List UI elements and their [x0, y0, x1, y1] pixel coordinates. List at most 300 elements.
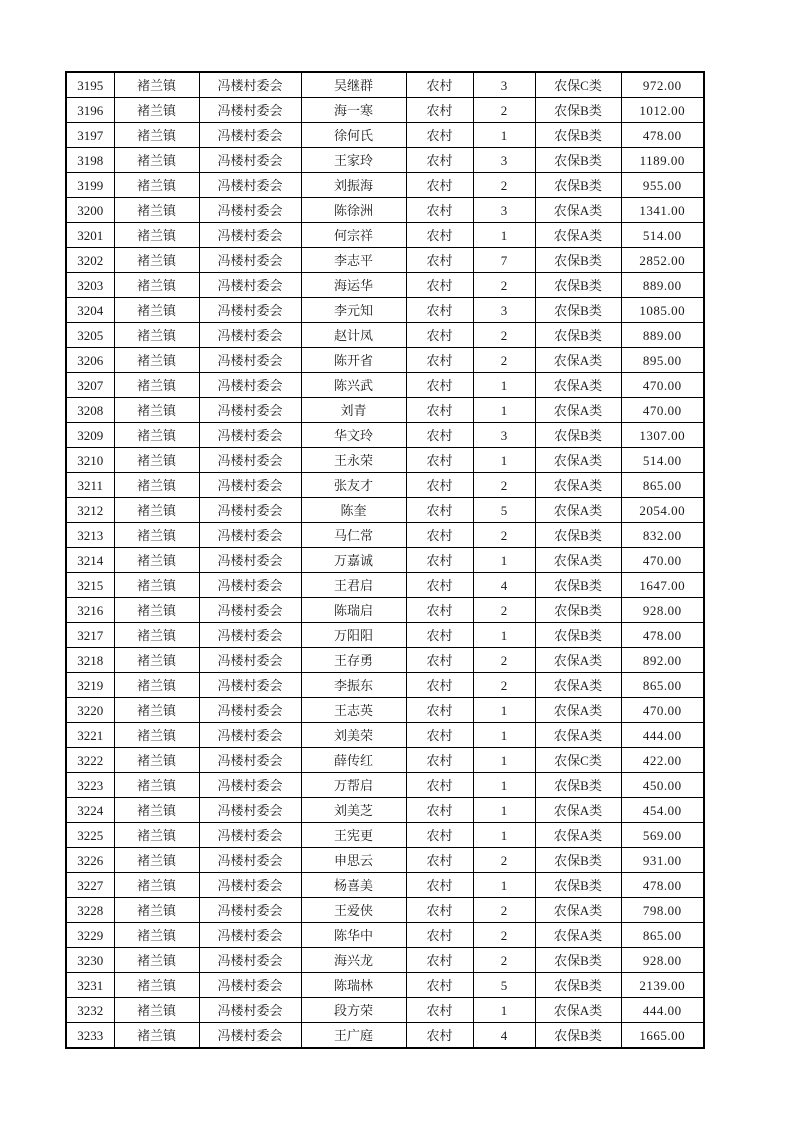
cell-residence-type: 农村 [406, 398, 473, 423]
cell-amount: 2054.00 [621, 498, 704, 523]
cell-village-committee: 冯楼村委会 [199, 573, 301, 598]
cell-amount: 832.00 [621, 523, 704, 548]
cell-insurance-category: 农保B类 [535, 573, 621, 598]
cell-amount: 2139.00 [621, 973, 704, 998]
cell-household-count: 1 [473, 548, 535, 573]
cell-household-count: 1 [473, 823, 535, 848]
cell-serial-no: 3228 [66, 898, 114, 923]
cell-town: 褚兰镇 [114, 98, 199, 123]
cell-town: 褚兰镇 [114, 973, 199, 998]
cell-village-committee: 冯楼村委会 [199, 673, 301, 698]
cell-town: 褚兰镇 [114, 773, 199, 798]
cell-village-committee: 冯楼村委会 [199, 998, 301, 1023]
cell-village-committee: 冯楼村委会 [199, 423, 301, 448]
cell-serial-no: 3204 [66, 298, 114, 323]
cell-serial-no: 3230 [66, 948, 114, 973]
cell-insurance-category: 农保B类 [535, 173, 621, 198]
cell-amount: 478.00 [621, 873, 704, 898]
cell-village-committee: 冯楼村委会 [199, 248, 301, 273]
cell-town: 褚兰镇 [114, 323, 199, 348]
table-row [66, 873, 704, 898]
cell-serial-no: 3223 [66, 773, 114, 798]
cell-person-name: 吴继群 [301, 72, 406, 98]
cell-residence-type: 农村 [406, 948, 473, 973]
cell-residence-type: 农村 [406, 248, 473, 273]
cell-residence-type: 农村 [406, 898, 473, 923]
cell-person-name: 华文玲 [301, 423, 406, 448]
cell-town: 褚兰镇 [114, 448, 199, 473]
cell-serial-no: 3200 [66, 198, 114, 223]
cell-town: 褚兰镇 [114, 223, 199, 248]
table-row [66, 723, 704, 748]
cell-insurance-category: 农保A类 [535, 198, 621, 223]
cell-insurance-category: 农保A类 [535, 823, 621, 848]
cell-amount: 1189.00 [621, 148, 704, 173]
cell-town: 褚兰镇 [114, 473, 199, 498]
cell-household-count: 2 [473, 173, 535, 198]
cell-serial-no: 3199 [66, 173, 114, 198]
cell-person-name: 海一寒 [301, 98, 406, 123]
table-row [66, 173, 704, 198]
table-row [66, 248, 704, 273]
cell-person-name: 王永荣 [301, 448, 406, 473]
cell-serial-no: 3227 [66, 873, 114, 898]
cell-insurance-category: 农保A类 [535, 673, 621, 698]
cell-insurance-category: 农保A类 [535, 498, 621, 523]
cell-amount: 514.00 [621, 223, 704, 248]
cell-amount: 422.00 [621, 748, 704, 773]
cell-person-name: 赵计凤 [301, 323, 406, 348]
cell-residence-type: 农村 [406, 98, 473, 123]
table-row [66, 673, 704, 698]
cell-residence-type: 农村 [406, 523, 473, 548]
cell-village-committee: 冯楼村委会 [199, 798, 301, 823]
table-row [66, 748, 704, 773]
cell-insurance-category: 农保B类 [535, 273, 621, 298]
table-row [66, 498, 704, 523]
cell-person-name: 李志平 [301, 248, 406, 273]
cell-serial-no: 3212 [66, 498, 114, 523]
cell-village-committee: 冯楼村委会 [199, 98, 301, 123]
cell-insurance-category: 农保A类 [535, 223, 621, 248]
cell-household-count: 2 [473, 598, 535, 623]
table-row [66, 998, 704, 1023]
cell-person-name: 陈华中 [301, 923, 406, 948]
cell-village-committee: 冯楼村委会 [199, 373, 301, 398]
table-row [66, 698, 704, 723]
cell-residence-type: 农村 [406, 573, 473, 598]
cell-town: 褚兰镇 [114, 698, 199, 723]
cell-insurance-category: 农保C类 [535, 748, 621, 773]
cell-residence-type: 农村 [406, 723, 473, 748]
cell-village-committee: 冯楼村委会 [199, 873, 301, 898]
cell-residence-type: 农村 [406, 748, 473, 773]
cell-insurance-category: 农保B类 [535, 148, 621, 173]
cell-household-count: 3 [473, 72, 535, 98]
cell-serial-no: 3206 [66, 348, 114, 373]
cell-village-committee: 冯楼村委会 [199, 548, 301, 573]
cell-amount: 889.00 [621, 273, 704, 298]
cell-insurance-category: 农保A类 [535, 723, 621, 748]
cell-village-committee: 冯楼村委会 [199, 698, 301, 723]
table-row [66, 573, 704, 598]
cell-person-name: 王君启 [301, 573, 406, 598]
beneficiary-table [65, 71, 705, 1049]
cell-town: 褚兰镇 [114, 873, 199, 898]
cell-household-count: 7 [473, 248, 535, 273]
cell-town: 褚兰镇 [114, 498, 199, 523]
cell-insurance-category: 农保A类 [535, 373, 621, 398]
cell-serial-no: 3209 [66, 423, 114, 448]
cell-amount: 798.00 [621, 898, 704, 923]
table-row [66, 348, 704, 373]
cell-person-name: 申思云 [301, 848, 406, 873]
cell-residence-type: 农村 [406, 123, 473, 148]
cell-serial-no: 3232 [66, 998, 114, 1023]
cell-residence-type: 农村 [406, 923, 473, 948]
cell-insurance-category: 农保C类 [535, 72, 621, 98]
cell-village-committee: 冯楼村委会 [199, 973, 301, 998]
cell-household-count: 1 [473, 698, 535, 723]
cell-person-name: 王爱侠 [301, 898, 406, 923]
table-row [66, 848, 704, 873]
table-row [66, 323, 704, 348]
cell-household-count: 2 [473, 348, 535, 373]
cell-serial-no: 3195 [66, 72, 114, 98]
table-row [66, 648, 704, 673]
table-row [66, 773, 704, 798]
cell-town: 褚兰镇 [114, 273, 199, 298]
cell-town: 褚兰镇 [114, 723, 199, 748]
cell-residence-type: 农村 [406, 773, 473, 798]
cell-insurance-category: 农保A类 [535, 648, 621, 673]
cell-residence-type: 农村 [406, 623, 473, 648]
cell-insurance-category: 农保A类 [535, 548, 621, 573]
cell-town: 褚兰镇 [114, 248, 199, 273]
cell-town: 褚兰镇 [114, 573, 199, 598]
cell-household-count: 1 [473, 448, 535, 473]
cell-village-committee: 冯楼村委会 [199, 1023, 301, 1049]
cell-serial-no: 3205 [66, 323, 114, 348]
cell-insurance-category: 农保A类 [535, 473, 621, 498]
cell-household-count: 3 [473, 298, 535, 323]
cell-serial-no: 3201 [66, 223, 114, 248]
cell-amount: 865.00 [621, 673, 704, 698]
cell-insurance-category: 农保B类 [535, 773, 621, 798]
cell-town: 褚兰镇 [114, 623, 199, 648]
cell-residence-type: 农村 [406, 173, 473, 198]
cell-village-committee: 冯楼村委会 [199, 948, 301, 973]
cell-person-name: 王存勇 [301, 648, 406, 673]
cell-town: 褚兰镇 [114, 748, 199, 773]
cell-amount: 1647.00 [621, 573, 704, 598]
cell-amount: 470.00 [621, 698, 704, 723]
cell-residence-type: 农村 [406, 298, 473, 323]
table-row [66, 973, 704, 998]
cell-town: 褚兰镇 [114, 1023, 199, 1049]
cell-household-count: 2 [473, 673, 535, 698]
cell-person-name: 陈兴武 [301, 373, 406, 398]
cell-village-committee: 冯楼村委会 [199, 498, 301, 523]
cell-residence-type: 农村 [406, 598, 473, 623]
cell-household-count: 3 [473, 198, 535, 223]
cell-residence-type: 农村 [406, 673, 473, 698]
cell-household-count: 5 [473, 973, 535, 998]
cell-residence-type: 农村 [406, 998, 473, 1023]
cell-person-name: 陈开省 [301, 348, 406, 373]
cell-village-committee: 冯楼村委会 [199, 173, 301, 198]
cell-village-committee: 冯楼村委会 [199, 198, 301, 223]
cell-person-name: 刘美芝 [301, 798, 406, 823]
cell-town: 褚兰镇 [114, 373, 199, 398]
cell-insurance-category: 农保B类 [535, 623, 621, 648]
cell-household-count: 5 [473, 498, 535, 523]
cell-person-name: 陈徐洲 [301, 198, 406, 223]
table-row [66, 223, 704, 248]
cell-serial-no: 3197 [66, 123, 114, 148]
cell-town: 褚兰镇 [114, 673, 199, 698]
cell-village-committee: 冯楼村委会 [199, 898, 301, 923]
cell-amount: 955.00 [621, 173, 704, 198]
table-row [66, 523, 704, 548]
cell-residence-type: 农村 [406, 548, 473, 573]
table-row [66, 623, 704, 648]
cell-household-count: 1 [473, 723, 535, 748]
cell-household-count: 1 [473, 748, 535, 773]
cell-person-name: 徐何氏 [301, 123, 406, 148]
cell-residence-type: 农村 [406, 448, 473, 473]
cell-household-count: 2 [473, 323, 535, 348]
cell-village-committee: 冯楼村委会 [199, 72, 301, 98]
cell-household-count: 4 [473, 1023, 535, 1049]
cell-amount: 972.00 [621, 72, 704, 98]
cell-serial-no: 3233 [66, 1023, 114, 1049]
cell-household-count: 2 [473, 98, 535, 123]
cell-insurance-category: 农保A类 [535, 698, 621, 723]
cell-household-count: 1 [473, 373, 535, 398]
cell-amount: 514.00 [621, 448, 704, 473]
cell-town: 褚兰镇 [114, 923, 199, 948]
cell-household-count: 3 [473, 423, 535, 448]
cell-person-name: 杨喜美 [301, 873, 406, 898]
cell-household-count: 2 [473, 473, 535, 498]
cell-residence-type: 农村 [406, 973, 473, 998]
cell-residence-type: 农村 [406, 873, 473, 898]
cell-amount: 478.00 [621, 623, 704, 648]
cell-person-name: 刘振海 [301, 173, 406, 198]
cell-residence-type: 农村 [406, 273, 473, 298]
cell-village-committee: 冯楼村委会 [199, 523, 301, 548]
cell-serial-no: 3202 [66, 248, 114, 273]
cell-amount: 892.00 [621, 648, 704, 673]
cell-person-name: 陈奎 [301, 498, 406, 523]
cell-village-committee: 冯楼村委会 [199, 648, 301, 673]
cell-amount: 1665.00 [621, 1023, 704, 1049]
cell-amount: 470.00 [621, 548, 704, 573]
cell-serial-no: 3222 [66, 748, 114, 773]
cell-person-name: 陈瑞启 [301, 598, 406, 623]
cell-person-name: 万阳阳 [301, 623, 406, 648]
cell-serial-no: 3214 [66, 548, 114, 573]
table-row [66, 148, 704, 173]
cell-amount: 444.00 [621, 998, 704, 1023]
cell-village-committee: 冯楼村委会 [199, 298, 301, 323]
cell-household-count: 2 [473, 648, 535, 673]
cell-person-name: 何宗祥 [301, 223, 406, 248]
cell-insurance-category: 农保B类 [535, 98, 621, 123]
cell-town: 褚兰镇 [114, 123, 199, 148]
cell-town: 褚兰镇 [114, 398, 199, 423]
cell-insurance-category: 农保B类 [535, 948, 621, 973]
table-row [66, 398, 704, 423]
cell-household-count: 3 [473, 148, 535, 173]
cell-serial-no: 3217 [66, 623, 114, 648]
cell-insurance-category: 农保B类 [535, 973, 621, 998]
table-row [66, 948, 704, 973]
cell-household-count: 1 [473, 773, 535, 798]
cell-amount: 470.00 [621, 373, 704, 398]
cell-person-name: 薛传红 [301, 748, 406, 773]
cell-town: 褚兰镇 [114, 423, 199, 448]
cell-household-count: 2 [473, 273, 535, 298]
cell-person-name: 王家玲 [301, 148, 406, 173]
cell-household-count: 1 [473, 798, 535, 823]
cell-village-committee: 冯楼村委会 [199, 723, 301, 748]
cell-residence-type: 农村 [406, 498, 473, 523]
cell-household-count: 2 [473, 923, 535, 948]
cell-person-name: 马仁常 [301, 523, 406, 548]
cell-town: 褚兰镇 [114, 648, 199, 673]
cell-amount: 865.00 [621, 923, 704, 948]
cell-insurance-category: 农保B类 [535, 298, 621, 323]
cell-insurance-category: 农保B类 [535, 323, 621, 348]
cell-village-committee: 冯楼村委会 [199, 848, 301, 873]
cell-village-committee: 冯楼村委会 [199, 273, 301, 298]
cell-insurance-category: 农保B类 [535, 873, 621, 898]
cell-person-name: 陈瑞林 [301, 973, 406, 998]
cell-serial-no: 3196 [66, 98, 114, 123]
cell-residence-type: 农村 [406, 223, 473, 248]
cell-town: 褚兰镇 [114, 72, 199, 98]
table-row [66, 72, 704, 98]
table-row [66, 798, 704, 823]
cell-village-committee: 冯楼村委会 [199, 773, 301, 798]
cell-village-committee: 冯楼村委会 [199, 748, 301, 773]
cell-residence-type: 农村 [406, 798, 473, 823]
cell-serial-no: 3198 [66, 148, 114, 173]
cell-village-committee: 冯楼村委会 [199, 823, 301, 848]
cell-amount: 889.00 [621, 323, 704, 348]
cell-person-name: 李振东 [301, 673, 406, 698]
cell-residence-type: 农村 [406, 823, 473, 848]
cell-amount: 931.00 [621, 848, 704, 873]
cell-person-name: 万嘉诚 [301, 548, 406, 573]
cell-amount: 865.00 [621, 473, 704, 498]
cell-insurance-category: 农保B类 [535, 523, 621, 548]
cell-town: 褚兰镇 [114, 823, 199, 848]
cell-person-name: 刘青 [301, 398, 406, 423]
cell-amount: 2852.00 [621, 248, 704, 273]
cell-serial-no: 3231 [66, 973, 114, 998]
cell-insurance-category: 农保B类 [535, 598, 621, 623]
table-row [66, 448, 704, 473]
cell-insurance-category: 农保B类 [535, 248, 621, 273]
cell-insurance-category: 农保A类 [535, 348, 621, 373]
cell-person-name: 海运华 [301, 273, 406, 298]
cell-residence-type: 农村 [406, 373, 473, 398]
cell-amount: 444.00 [621, 723, 704, 748]
cell-household-count: 1 [473, 873, 535, 898]
table-row [66, 98, 704, 123]
cell-serial-no: 3224 [66, 798, 114, 823]
cell-town: 褚兰镇 [114, 523, 199, 548]
cell-village-committee: 冯楼村委会 [199, 473, 301, 498]
cell-serial-no: 3220 [66, 698, 114, 723]
cell-serial-no: 3203 [66, 273, 114, 298]
cell-person-name: 段方荣 [301, 998, 406, 1023]
cell-serial-no: 3218 [66, 648, 114, 673]
cell-insurance-category: 农保A类 [535, 998, 621, 1023]
cell-serial-no: 3210 [66, 448, 114, 473]
cell-village-committee: 冯楼村委会 [199, 623, 301, 648]
cell-amount: 569.00 [621, 823, 704, 848]
cell-town: 褚兰镇 [114, 948, 199, 973]
cell-town: 褚兰镇 [114, 348, 199, 373]
cell-amount: 928.00 [621, 948, 704, 973]
cell-residence-type: 农村 [406, 848, 473, 873]
cell-amount: 478.00 [621, 123, 704, 148]
cell-household-count: 1 [473, 123, 535, 148]
cell-insurance-category: 农保B类 [535, 848, 621, 873]
cell-household-count: 1 [473, 998, 535, 1023]
cell-serial-no: 3211 [66, 473, 114, 498]
cell-village-committee: 冯楼村委会 [199, 223, 301, 248]
table-row [66, 1023, 704, 1049]
cell-insurance-category: 农保B类 [535, 123, 621, 148]
cell-residence-type: 农村 [406, 698, 473, 723]
cell-village-committee: 冯楼村委会 [199, 923, 301, 948]
cell-town: 褚兰镇 [114, 298, 199, 323]
table-row [66, 898, 704, 923]
cell-person-name: 海兴龙 [301, 948, 406, 973]
cell-amount: 1012.00 [621, 98, 704, 123]
cell-residence-type: 农村 [406, 1023, 473, 1049]
cell-person-name: 刘美荣 [301, 723, 406, 748]
cell-residence-type: 农村 [406, 348, 473, 373]
cell-household-count: 1 [473, 623, 535, 648]
cell-amount: 1341.00 [621, 198, 704, 223]
cell-insurance-category: 农保B类 [535, 423, 621, 448]
cell-residence-type: 农村 [406, 648, 473, 673]
cell-insurance-category: 农保B类 [535, 1023, 621, 1049]
cell-household-count: 2 [473, 523, 535, 548]
table-body [66, 72, 704, 1048]
cell-person-name: 王宪更 [301, 823, 406, 848]
cell-town: 褚兰镇 [114, 548, 199, 573]
cell-insurance-category: 农保A类 [535, 923, 621, 948]
cell-household-count: 1 [473, 398, 535, 423]
table-row [66, 273, 704, 298]
cell-village-committee: 冯楼村委会 [199, 148, 301, 173]
cell-serial-no: 3207 [66, 373, 114, 398]
cell-residence-type: 农村 [406, 148, 473, 173]
table-row [66, 123, 704, 148]
cell-household-count: 2 [473, 848, 535, 873]
cell-insurance-category: 农保A类 [535, 398, 621, 423]
cell-insurance-category: 农保A类 [535, 798, 621, 823]
cell-insurance-category: 农保A类 [535, 448, 621, 473]
cell-person-name: 张友才 [301, 473, 406, 498]
